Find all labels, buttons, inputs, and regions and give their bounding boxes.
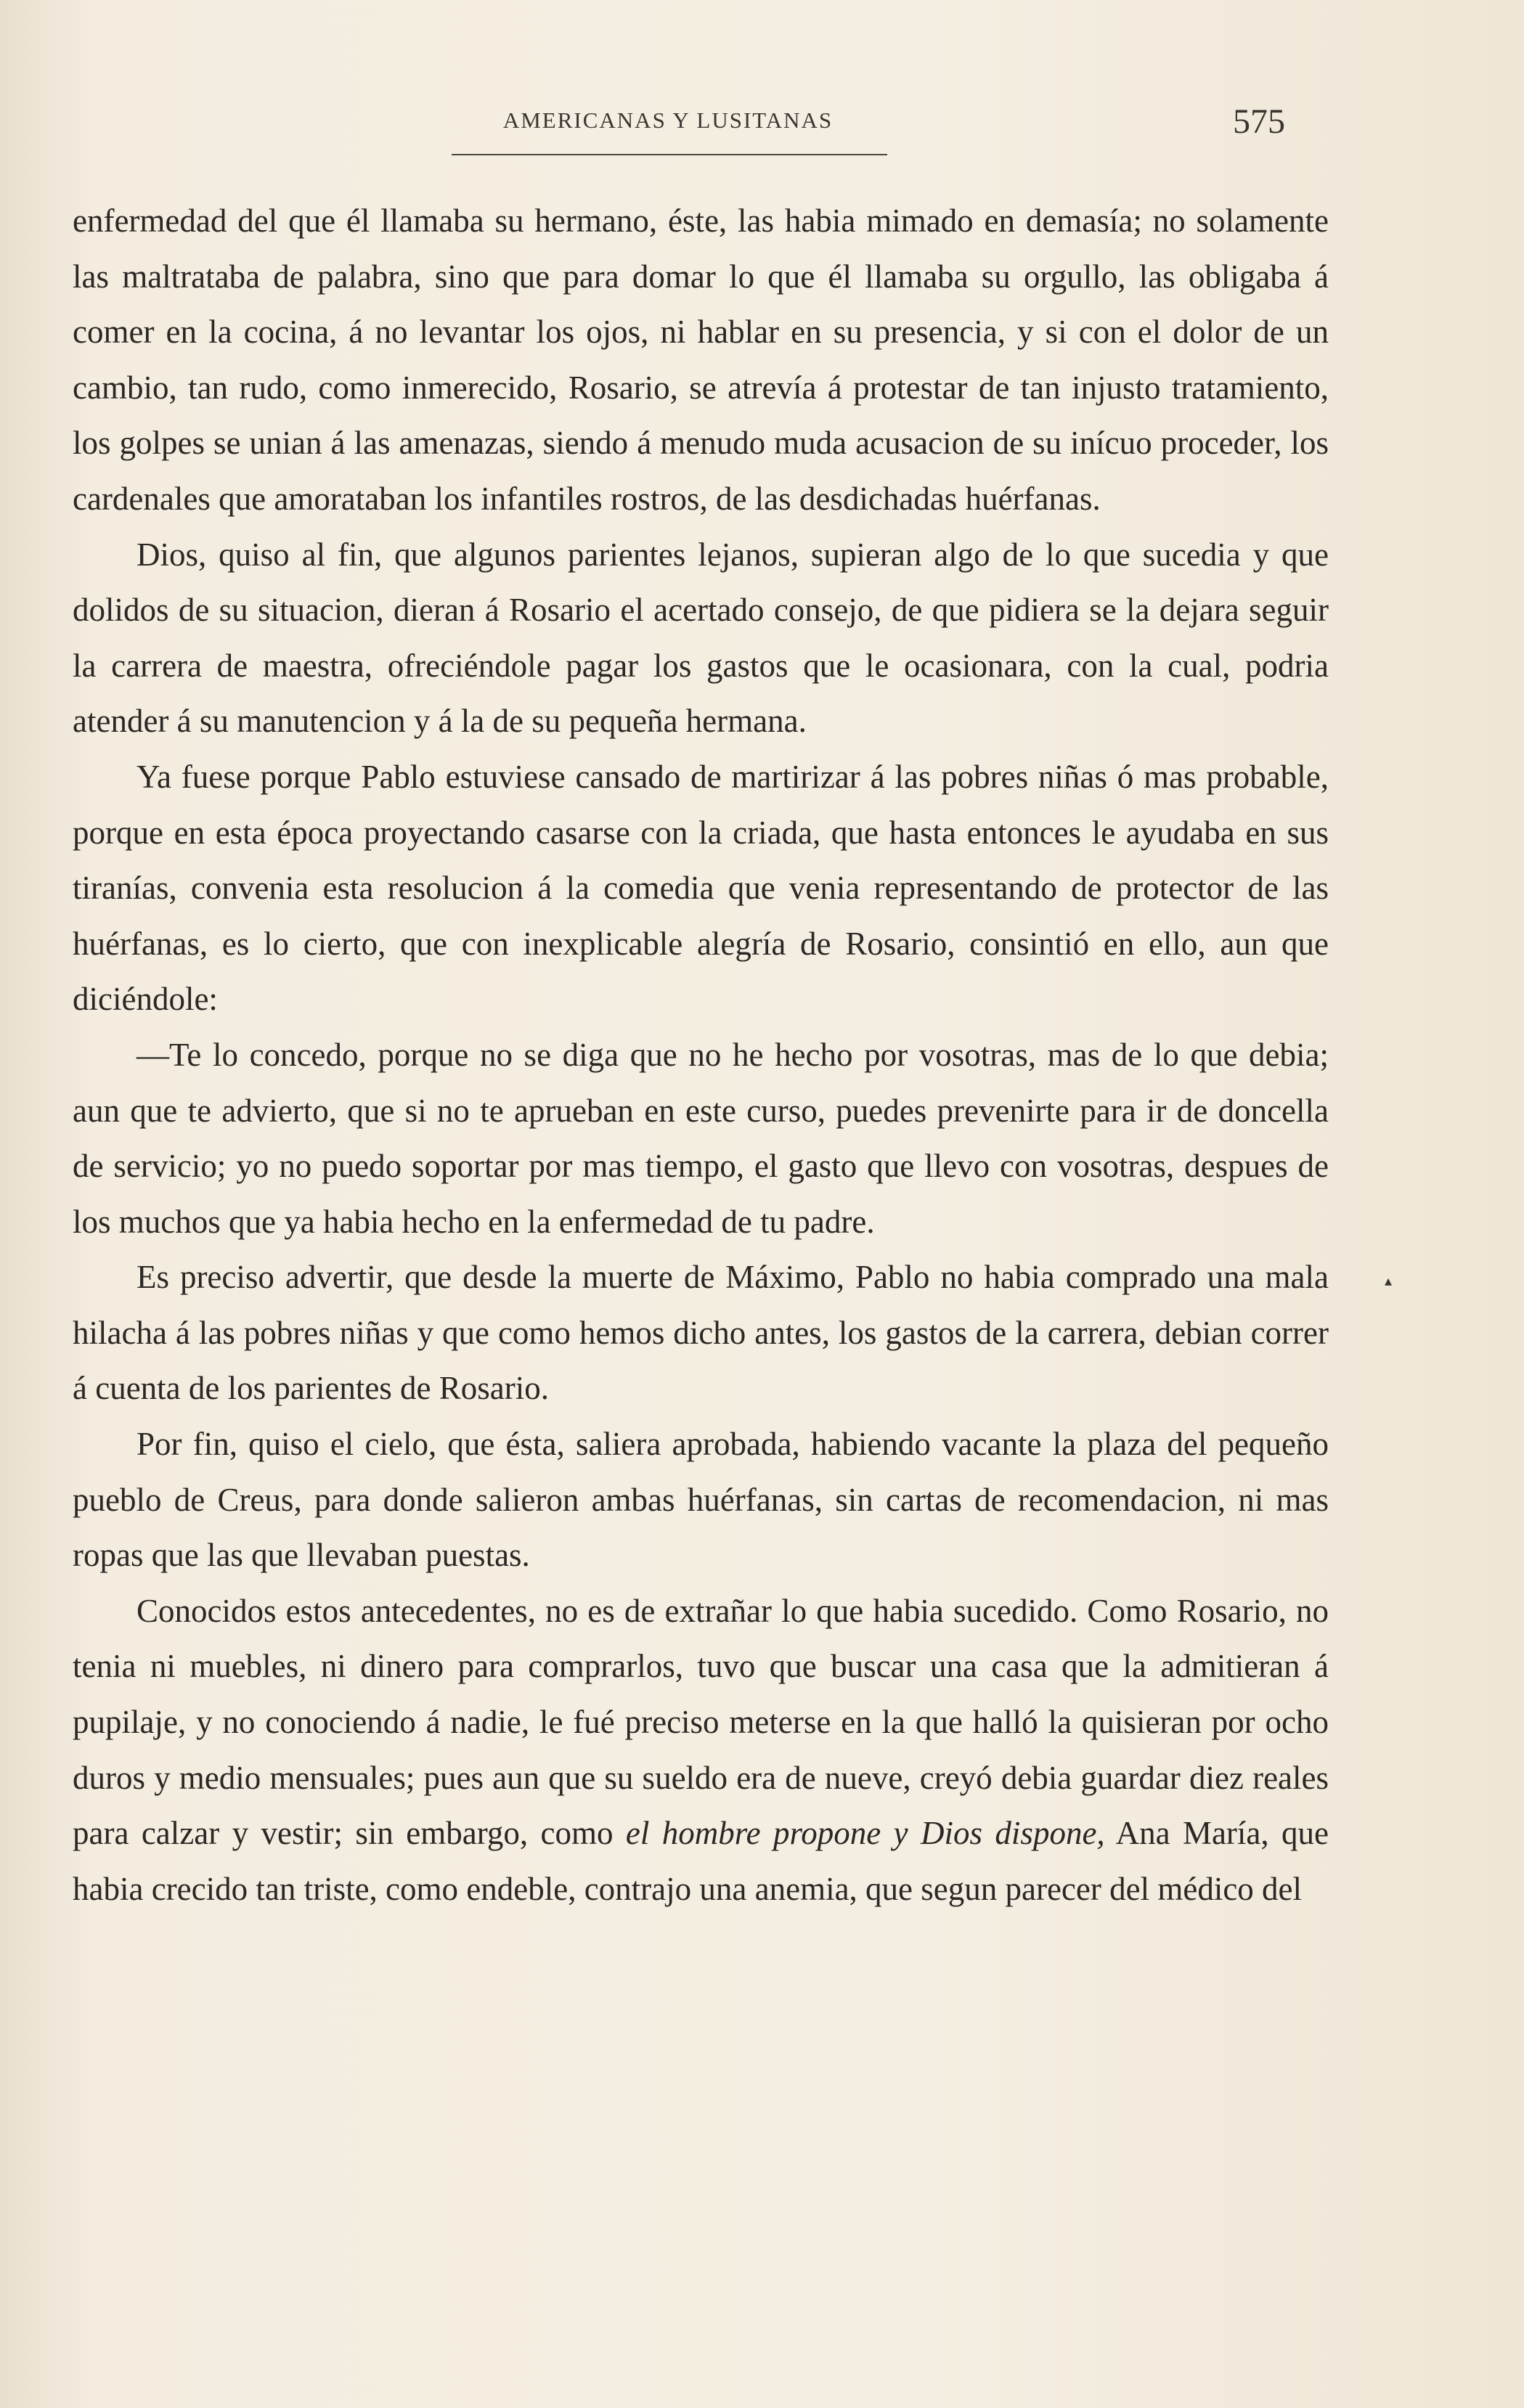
header-rule — [452, 154, 887, 155]
paragraph-2: Dios, quiso al fin, que algunos parientes lejanos, supieran algo de lo que sucedia y que dolidos de su situacion, dieran á Rosario el acertado consejo, de que pidiera se la dejara seguir la carrera de maestra, ofreciéndole pagar los gastos que le ocasionara, con la cual, podria atender á su manutencion y á la de su pequeña hermana. — [73, 536, 1329, 740]
margin-mark: ▴ — [1385, 1272, 1393, 1289]
paragraph-7-text-start: Conocidos estos antecedentes, no es de extrañar lo que habia sucedido. Como Rosario, no tenia ni muebles, ni dinero para comprarlos, tuvo que buscar una casa que la admitieran á pupilaje, y no conociendo á nadie, le fué preciso meterse en la que halló la quisieran por ocho duros y medio mensuales; pues aun que su sueldo era de nueve, creyó debia guardar diez reales para calzar y vestir; sin embargo, como — [73, 1592, 1329, 1852]
paragraph-3: Ya fuese porque Pablo estuviese cansado de martirizar á las pobres niñas ó mas probable, porque en esta época proyectando casarse con la criada, que hasta entonces le ayudaba en sus tiranías, convenia esta resolucion á la comedia que venia representando de protector de las huérfanas, es lo cierto, que con inexplicable alegría de Rosario, consintió en ello, aun que diciéndole: — [73, 758, 1329, 1018]
paragraph-5: Es preciso advertir, que desde la muerte de Máximo, Pablo no habia comprado una mala hilacha á las pobres niñas y que como hemos dicho antes, los gastos de la carrera, debian correr á cuenta de los parientes de Rosario. — [73, 1259, 1329, 1407]
paragraph-4-dialogue: —Te lo concedo, porque no se diga que no he hecho por vosotras, mas de lo que debia; aun que te advierto, que si no te aprueban en este curso, puedes prevenirte para ir de doncella de servicio; yo no puedo soportar por mas tiempo, el gasto que llevo con vosotras, despues de los muchos que ya habia hecho en la enfermedad de tu padre. — [73, 1036, 1329, 1240]
running-title: AMERICANAS Y LUSITANAS — [502, 107, 834, 133]
italic-proverb: el hombre propone y Dios dispone, — [625, 1815, 1105, 1852]
paragraph-1: enfermedad del que él llamaba su hermano, éste, las habia mimado en demasía; no solamente las maltrataba de palabra, sino que para domar lo que él llamaba su orgullo, las obligaba á comer en la cocina, á no levantar los ojos, ni hablar en su presencia, y si con el dolor de un cambio, tan rudo, como inmerecido, Rosario, se atrevía á protestar de tan injusto tratamiento, los golpes se unian á las amenazas, siendo á menudo muda acusacion de su inícuo proceder, los cardenales que amorataban los infantiles rostros, de las desdichadas huérfanas. — [73, 203, 1329, 517]
paragraph-7-text-end: Ana María, que habia crecido tan triste, como endeble, contrajo una anemia, que segun parecer del médico del — [73, 1815, 1329, 1907]
paragraph-6: Por fin, quiso el cielo, que ésta, saliera aprobada, habiendo vacante la plaza del pequeño pueblo de Creus, para donde salieron ambas huérfanas, sin cartas de recomendacion, ni mas ropas que las que llevaban puestas. — [73, 1426, 1329, 1574]
page-number: 575 — [1233, 102, 1285, 141]
paragraph-7 — [73, 1583, 1329, 1917]
body-text — [73, 193, 1329, 1917]
